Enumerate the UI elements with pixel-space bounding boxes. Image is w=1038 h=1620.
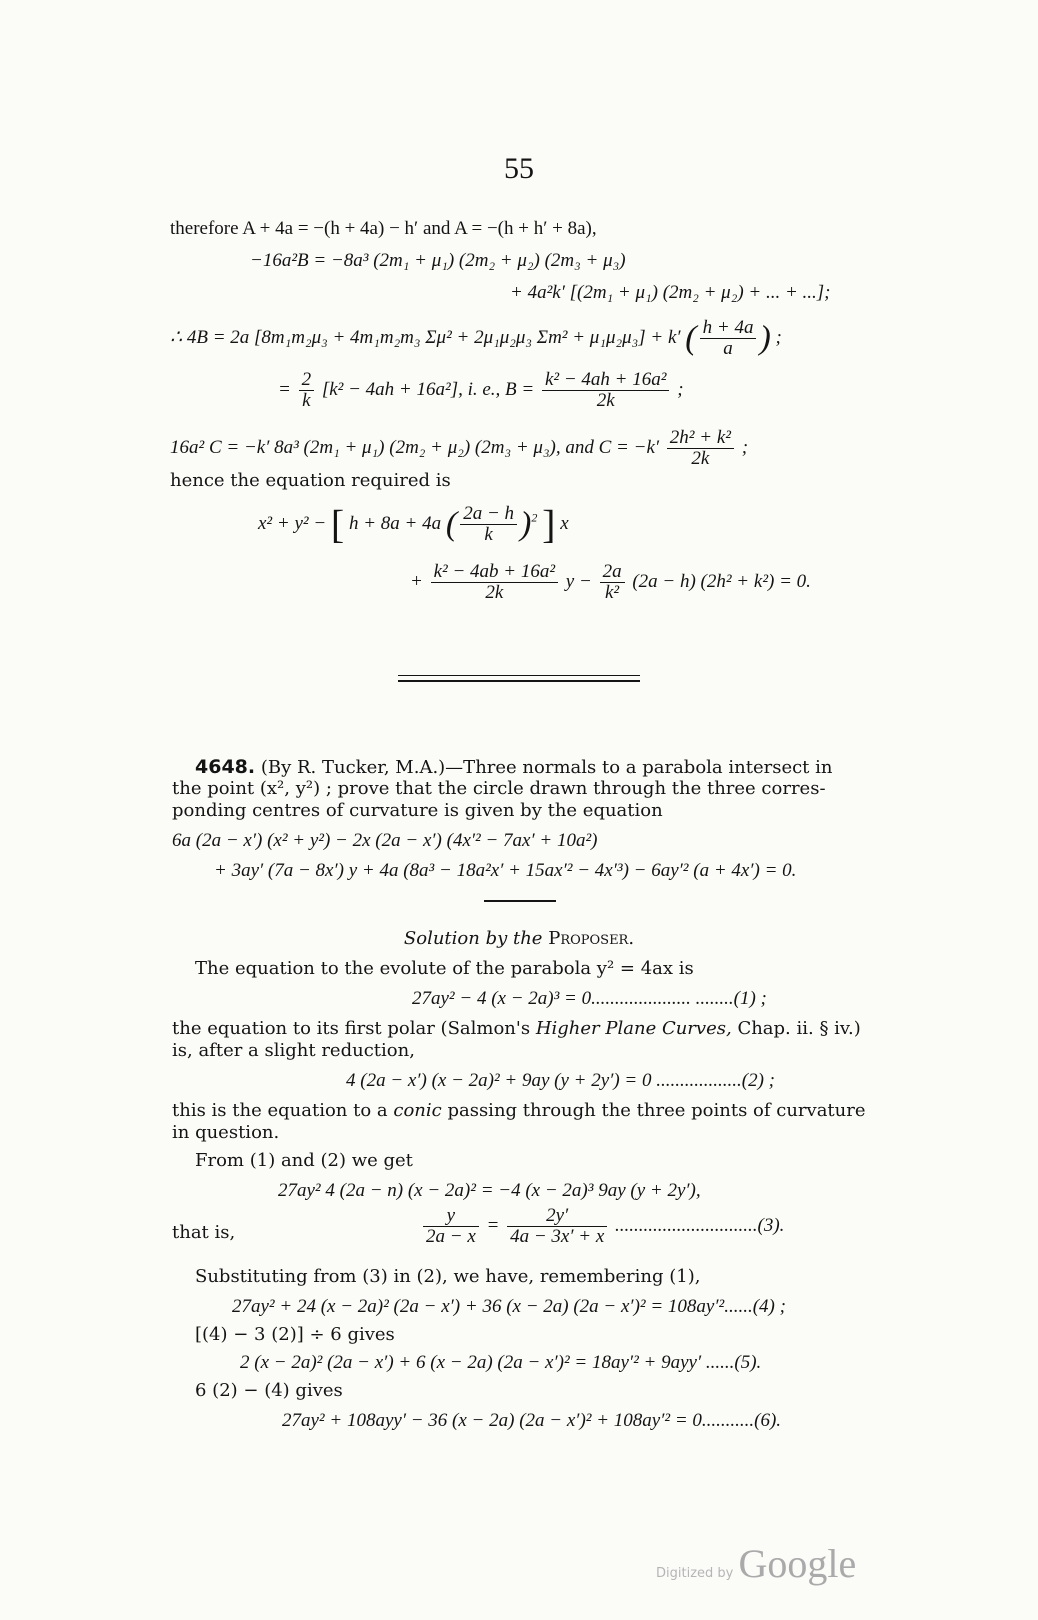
derivation-line-6: 16a² C = −k′ 8a³ (2m₁ + μ₁) (2m₂ + μ₂) (2m₃ + μ₃), and C = −k′ $\frac{\text{2h² + k²}}{2k}$ ; [170, 427, 749, 469]
line5-fraction-2: $\frac{\text{k² − 4ah + 16a²}}{2k}$ [542, 370, 669, 411]
equation-6: 2 (x − 2a)² (2a − x′) + 6 (x − 2a) (2a − x′)² = 18ay′² + 9ayy′ ......(5). [240, 1352, 762, 1373]
eq2-fraction-2: $\frac{2a}{\text{k²}}$ [600, 562, 625, 603]
line6-fraction: $\frac{\text{2h² + k²}}{2k}$ [667, 428, 734, 469]
solution-paragraph-4: this is the equation to a conic passing through the three points of curvature [172, 1100, 866, 1121]
solution-paragraph-6: From (1) and (2) we get [195, 1150, 413, 1171]
problem-line-2: the point (x², y²) ; prove that the circle drawn through the three corres- [172, 778, 826, 799]
equation-4: $\frac{y}{2a - x}$ = $\frac{2y'}{4a - 3x' + x}$ ..............................(3). [420, 1206, 784, 1247]
problem-author-line: (By R. Tucker, M.A.)—Three normals to a parabola intersect in [260, 757, 833, 778]
solution-paragraph-10: 6 (2) − (4) gives [195, 1380, 343, 1401]
derivation-line-4: ∴ 4B = 2a [8m₁m₂μ₃ + 4m₁m₂m₃ Σμ² + 2μ₁μ₂μ₃ Σm² + μ₁μ₂μ₃] + k′ ( $\frac{h + 4a}{a}$ ) ; [170, 317, 782, 359]
solution-heading: Solution by the Proposer. [403, 928, 635, 949]
equation-1: 27ay² − 4 (x − 2a)³ = 0..................... ........(1) ; [412, 988, 767, 1009]
page-number: 55 [504, 152, 534, 185]
line4-main: ∴ 4B = 2a [8m₁m₂μ₃ + 4m₁m₂m₃ Σμ² + 2μ₁μ₂μ₃ Σm² + μ₁μ₂μ₃] + k′ [170, 326, 681, 348]
solution-paragraph-5: in question. [172, 1122, 280, 1143]
derivation-line-1: therefore A + 4a = −(h + 4a) − h′ and A = −(h + h′ + 8a), [170, 218, 597, 239]
solution-paragraph-2: the equation to its first polar (Salmon's Higher Plane Curves, Chap. ii. § iv.) [172, 1018, 861, 1039]
derivation-line-2: −16a²B = −8a³ (2m₁ + μ₁) (2m₂ + μ₂) (2m₃ + μ₃) [250, 250, 626, 271]
digitized-by-text: Digitized by [656, 1566, 734, 1581]
eq2-fraction-1: $\frac{\text{k² − 4ab + 16a²}}{2k}$ [431, 562, 558, 603]
solution-paragraph-8: Substituting from (3) in (2), we have, remembering (1), [195, 1266, 701, 1287]
eq1-fraction: $\frac{2a - h}{k}$ [460, 504, 517, 545]
equation-2: 4 (2a − x′) (x − 2a)² + 9ay (y + 2y′) = 0 ..................(2) ; [346, 1070, 775, 1091]
equation-7: 27ay² + 108ayy′ − 36 (x − 2a) (2a − x′)² + 108ay′² = 0...........(6). [282, 1410, 782, 1431]
section-divider-bottom [398, 680, 640, 682]
problem-divider [484, 900, 556, 902]
problem-equation-1: 6a (2a − x′) (x² + y²) − 2x (2a − x′) (4x′² − 7ax′ + 10a²) [172, 830, 598, 851]
solution-paragraph-7: that is, [172, 1222, 236, 1243]
derivation-line-3: + 4a²k′ [(2m₁ + μ₁) (2m₂ + μ₂) + ... + ...]; [510, 282, 831, 303]
equation-5: 27ay² + 24 (x − 2a)² (2a − x′) + 36 (x − 2a) (2a − x′)² = 108ay′²......(4) ; [232, 1296, 786, 1317]
line5-fraction-1: $\frac{2}{k}$ [299, 370, 315, 411]
derivation-line-5: = $\frac{2}{k}$ [k² − 4ah + 16a²], i. e., B = $\frac{\text{k² − 4ah + 16a²}}{2k}$ ; [278, 369, 684, 411]
result-equation-line-1: x² + y² − [ h + 8a + 4a ( $\frac{2a - h}{k}$ )$^2$ ] x [258, 501, 569, 547]
solution-paragraph-9: [(4) − 3 (2)] ÷ 6 gives [195, 1324, 395, 1345]
result-equation-line-2: + $\frac{\text{k² − 4ab + 16a²}}{2k}$ y − $\frac{2a}{\text{k²}}$ (2a − h) (2h² + k²) = 0. [410, 561, 811, 603]
problem-heading [195, 756, 832, 779]
equation-3: 27ay² 4 (2a − n) (x − 2a)² = −4 (x − 2a)³ 9ay (y + 2y′), [278, 1180, 701, 1201]
solution-paragraph-3: is, after a slight reduction, [172, 1040, 415, 1061]
problem-number: 4648. [195, 756, 256, 778]
problem-line-3: ponding centres of curvature is given by the equation [172, 800, 663, 821]
eq4-fraction-2: $\frac{2y'}{4a - 3x' + x}$ [507, 1206, 607, 1247]
line4-fraction: $\frac{h + 4a}{a}$ [700, 318, 757, 359]
solution-paragraph-1: The equation to the evolute of the parabola y² = 4ax is [195, 958, 694, 979]
eq4-fraction-1: $\frac{y}{2a - x}$ [423, 1206, 479, 1247]
google-logo-text: Google [738, 1541, 857, 1586]
digitization-credit [656, 1540, 856, 1587]
derivation-line-7: hence the equation required is [170, 470, 451, 491]
section-divider-top [398, 675, 640, 676]
problem-equation-2: + 3ay′ (7a − 8x′) y + 4a (8a³ − 18a²x′ + 15ax′² − 4x′³) − 6ay′² (a + 4x′) = 0. [214, 860, 797, 881]
